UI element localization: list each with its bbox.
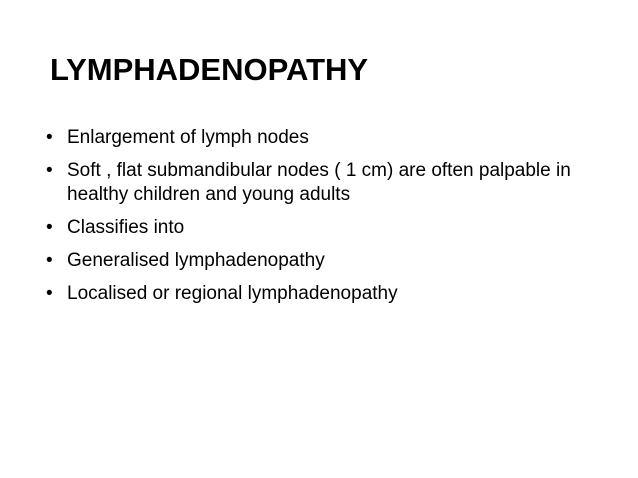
bullet-marker: • — [46, 283, 53, 304]
slide-title: LYMPHADENOPATHY — [50, 52, 369, 87]
bullet-item — [46, 126, 616, 150]
bullet-text: Enlargement of lymph nodes — [67, 127, 309, 148]
bullet-item — [46, 216, 616, 240]
bullet-list — [46, 126, 616, 315]
bullet-marker: • — [46, 127, 53, 148]
bullet-item — [46, 249, 616, 273]
bullet-marker: • — [46, 160, 53, 181]
bullet-text: Classifies into — [67, 217, 185, 238]
bullet-text: Soft , flat submandibular nodes ( 1 cm) are often palpable in healthy children and young adults — [67, 160, 571, 205]
bullet-text: Localised or regional lymphadenopathy — [67, 283, 398, 304]
bullet-item — [46, 159, 616, 207]
bullet-marker: • — [46, 217, 53, 238]
bullet-text: Generalised lymphadenopathy — [67, 250, 325, 271]
bullet-marker: • — [46, 250, 53, 271]
bullet-item — [46, 282, 616, 306]
